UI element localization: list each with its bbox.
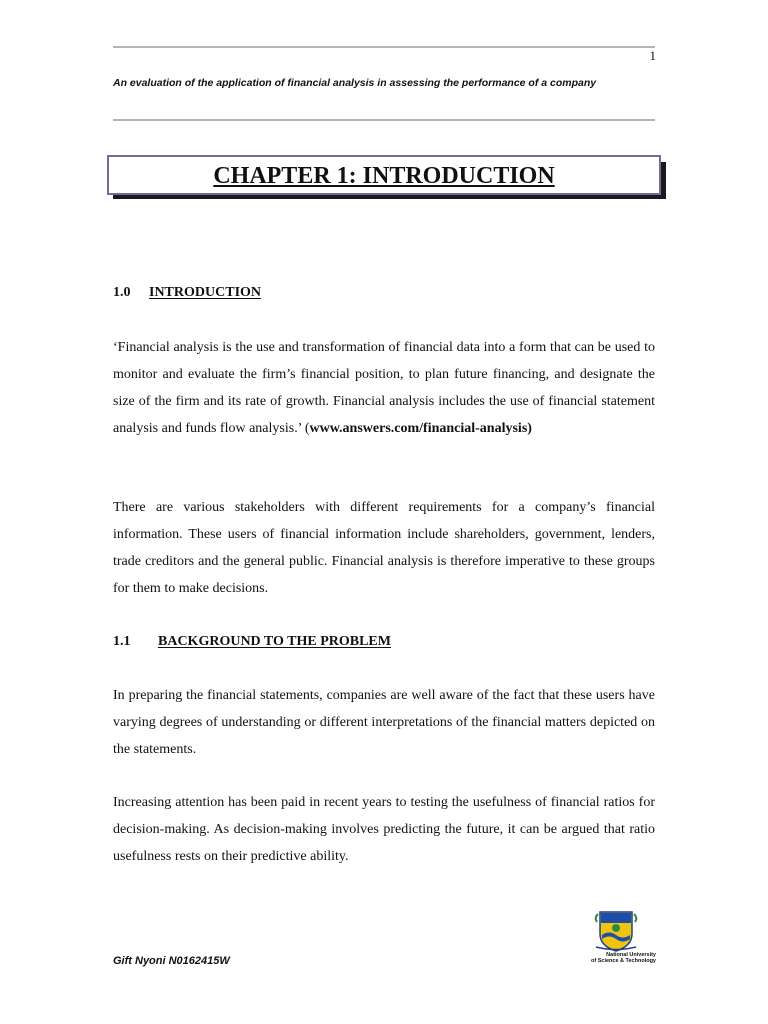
university-name-line2: of Science & Technology xyxy=(591,958,656,964)
section-heading-1-1 xyxy=(113,634,391,650)
university-name-line1: National University xyxy=(606,952,656,958)
paragraph-text: ‘Financial analysis is the use and transformation of financial data into a form that can be used to monitor and evaluate the firm’s financial position, to plan future financing, and designate the size of the firm and its rate of growth. Financial analysis includes the use of financial statement analysis and funds flow analysis.’ ( xyxy=(113,340,655,436)
university-logo xyxy=(576,908,656,970)
footer-author: Gift Nyoni N0162415W xyxy=(113,955,230,967)
header-top-rule xyxy=(113,46,655,48)
page-number: 1 xyxy=(649,48,656,63)
paragraph-financial-statements: In preparing the financial statements, companies are well aware of the fact that these users have varying degrees of understanding or different interpretations of the financial matters depicted on the statements. xyxy=(113,688,655,757)
university-name xyxy=(576,952,656,964)
section-heading-1-0 xyxy=(113,285,261,301)
paragraph-stakeholders: There are various stakeholders with different requirements for a company’s financial information. These users of financial information include shareholders, government, lenders, trade creditors and the general public. Financial analysis is therefore imperative to these groups for them to make decisions. xyxy=(113,500,655,596)
chapter-title: CHAPTER 1: INTRODUCTION xyxy=(213,163,555,189)
header-bottom-rule xyxy=(113,119,655,121)
section-title: BACKGROUND TO THE PROBLEM xyxy=(158,634,391,649)
paragraph-ratio-usefulness: Increasing attention has been paid in recent years to testing the usefulness of financial ratios for decision-making. As decision-making involves predicting the future, it can be argued that ratio usefulness rests on their predictive ability. xyxy=(113,795,655,864)
running-header-title: An evaluation of the application of financial analysis in assessing the performance of a company xyxy=(113,77,597,89)
citation-source: www.answers.com/financial-analysis) xyxy=(309,421,532,436)
section-number: 1.0 xyxy=(113,285,131,300)
section-title: INTRODUCTION xyxy=(149,285,262,300)
section-number: 1.1 xyxy=(113,634,131,649)
paragraph-financial-analysis-definition xyxy=(113,334,655,442)
university-crest-icon xyxy=(576,908,656,952)
chapter-title-box xyxy=(107,155,661,195)
